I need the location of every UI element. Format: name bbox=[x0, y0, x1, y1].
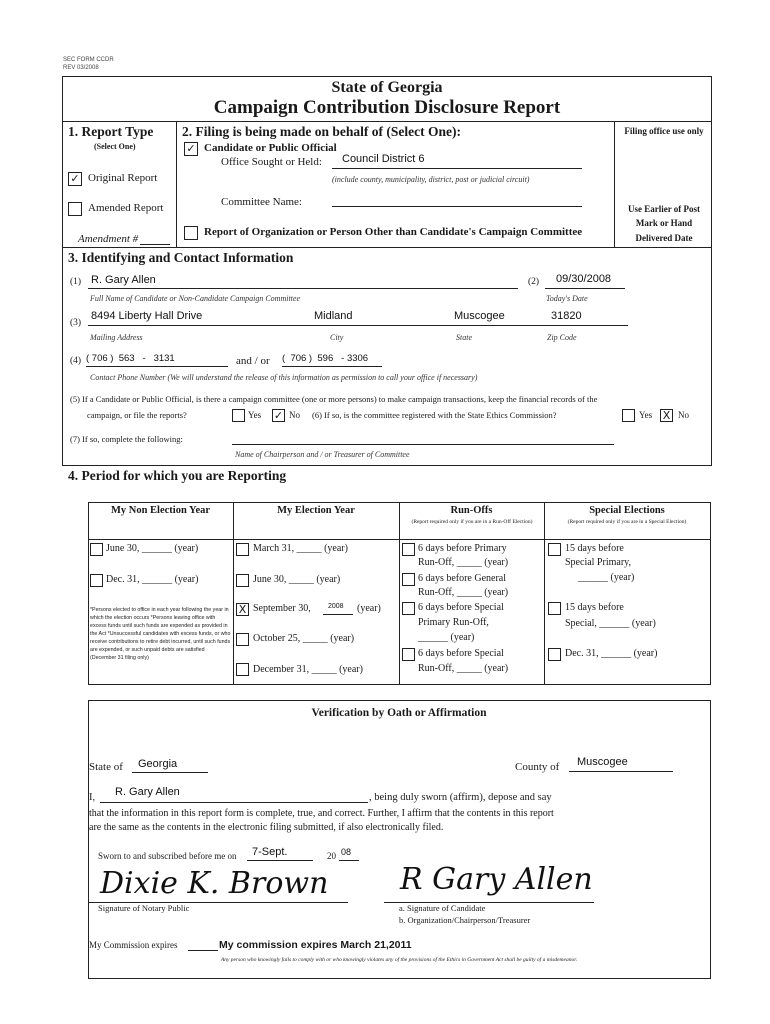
address-value[interactable]: 8494 Liberty Hall Drive bbox=[91, 310, 203, 322]
original-report-label: Original Report bbox=[88, 172, 158, 184]
nonelection-note: *Persons elected to office in each year following the year in which the election occurs *Persons leaving office with excess funds until such funds are expended as provided in the Act *Unsuccessful candidates with excess funds, or who receive contributions to retire debt incurred, until such funds are expended, or such unpaid debts are satisfied (December 31 filing only) bbox=[90, 607, 231, 661]
q5-no-checkbox[interactable]: ✓ bbox=[273, 409, 284, 422]
city-value[interactable]: Midland bbox=[314, 310, 353, 322]
special-election-checkbox[interactable] bbox=[548, 602, 561, 615]
item-1-number: (1) bbox=[70, 277, 82, 287]
subscribed-year-prefix: 20 bbox=[327, 851, 336, 861]
col-special-note: (Report required only if you are in a Special Election) bbox=[567, 519, 687, 525]
oath-sworn-text: , being duly sworn (affirm), depose and say bbox=[369, 792, 552, 803]
runoff-general-checkbox[interactable] bbox=[402, 573, 415, 586]
june30-election-label: June 30, _____ (year) bbox=[253, 574, 341, 585]
notary-signature-label: Signature of Notary Public bbox=[98, 903, 190, 913]
organization-checkbox[interactable] bbox=[184, 226, 198, 240]
question-5-text: (5) If a Candidate or Public Official, is there a campaign committee (one or more persons) to make campaign transactions, keep the financial records of the bbox=[70, 394, 598, 404]
march31-checkbox[interactable] bbox=[236, 543, 249, 556]
today-date-value[interactable]: 09/30/2008 bbox=[556, 273, 612, 285]
runoff-special-primary-label-3: ______ (year) bbox=[418, 632, 475, 643]
december31-election-checkbox[interactable] bbox=[236, 663, 249, 676]
special-dec31-checkbox[interactable] bbox=[548, 648, 561, 661]
subscribed-label: Sworn to and subscribed before me on bbox=[98, 851, 237, 861]
city-label: City bbox=[330, 333, 344, 342]
june30-election-checkbox[interactable] bbox=[236, 574, 249, 587]
postmark-line-3: Delivered Date bbox=[635, 233, 693, 243]
question-7-text: (7) If so, complete the following: bbox=[70, 434, 183, 444]
form-id: SEC FORM CCDR bbox=[63, 57, 114, 63]
full-name-label: Full Name of Candidate or Non-Candidate Campaign Committee bbox=[90, 294, 300, 303]
phone-2-value[interactable]: ( 706 ) 596 - 3306 bbox=[282, 353, 369, 364]
candidate-signature: R Gary Allen bbox=[400, 862, 593, 897]
identifying-heading: 3. Identifying and Contact Information bbox=[68, 250, 294, 265]
state-value[interactable]: Muscogee bbox=[454, 310, 505, 322]
december31-election-label: December 31, _____ (year) bbox=[253, 664, 363, 675]
amended-report-checkbox[interactable] bbox=[68, 202, 82, 216]
state-label: State bbox=[456, 333, 472, 342]
oath-line-2: that the information in this report form is complete, true, and correct. Further, I affirm that the contents in this report bbox=[89, 808, 554, 819]
phone-label: Contact Phone Number (We will understand the release of this information as permission to call your office if necessary) bbox=[90, 373, 478, 382]
october25-checkbox[interactable] bbox=[236, 633, 249, 646]
september30-checkbox[interactable]: X bbox=[236, 603, 249, 616]
runoff-primary-label-2: Run-Off, _____ (year) bbox=[418, 557, 509, 568]
oath-i-label: I, bbox=[89, 792, 96, 803]
candidate-checkbox[interactable]: ✓ bbox=[184, 142, 198, 156]
amendment-number-label: Amendment # bbox=[78, 233, 139, 245]
special-primary-label-3: ______ (year) bbox=[578, 572, 635, 583]
col-non-election: My Non Election Year bbox=[110, 505, 211, 516]
dec31-nonelection-checkbox[interactable] bbox=[90, 574, 103, 587]
runoff-special-label-1: 6 days before Special bbox=[418, 648, 504, 659]
col-runoffs: Run-Offs bbox=[450, 505, 493, 516]
oath-name-value[interactable]: R. Gary Allen bbox=[115, 786, 180, 798]
office-use-heading: Filing office use only bbox=[624, 126, 704, 136]
special-dec31-label: Dec. 31, ______ (year) bbox=[565, 648, 658, 659]
and-or-label: and / or bbox=[236, 355, 270, 367]
candidate-signature-label-a: a. Signature of Candidate bbox=[399, 903, 486, 913]
item-3-number: (3) bbox=[70, 318, 82, 328]
phone-1-value[interactable]: ( 706 ) 563 - 3131 bbox=[86, 353, 175, 364]
september30-year-suffix: (year) bbox=[357, 603, 381, 614]
q6-no-label: No bbox=[678, 410, 689, 420]
oath-state-value[interactable]: Georgia bbox=[138, 758, 178, 770]
amended-report-label: Amended Report bbox=[88, 202, 164, 214]
oath-line-3: are the same as the contents in the electronic filing submitted, if also electronically filed. bbox=[89, 822, 444, 833]
june30-nonelection-checkbox[interactable] bbox=[90, 543, 103, 556]
legal-footer: Any person who knowingly fails to comply with or who knowingly violates any of the provisions of the Ethics in Government Act shall be guilty of a misdemeanor. bbox=[220, 957, 578, 963]
september30-year-value[interactable]: 2008 bbox=[328, 603, 344, 610]
state-heading: State of Georgia bbox=[331, 79, 443, 96]
original-report-checkbox[interactable]: ✓ bbox=[68, 172, 82, 186]
committee-name-label: Committee Name: bbox=[221, 196, 302, 208]
runoff-special-primary-checkbox[interactable] bbox=[402, 602, 415, 615]
candidate-label: Candidate or Public Official bbox=[204, 142, 337, 154]
zip-value[interactable]: 31820 bbox=[551, 310, 582, 322]
verification-heading: Verification by Oath or Affirmation bbox=[311, 707, 487, 719]
postmark-line-2: Mark or Hand bbox=[635, 218, 693, 228]
runoff-general-label-1: 6 days before General bbox=[418, 573, 507, 584]
q6-no-checkbox[interactable]: X bbox=[660, 409, 673, 422]
dec31-nonelection-label: Dec. 31, ______ (year) bbox=[106, 574, 199, 585]
notary-signature: Dixie K. Brown bbox=[100, 866, 329, 901]
form-revision: REV 03/2008 bbox=[63, 65, 99, 71]
organization-label: Report of Organization or Person Other than Candidate's Campaign Committee bbox=[204, 226, 583, 238]
special-primary-label-2: Special Primary, bbox=[565, 557, 632, 568]
special-primary-checkbox[interactable] bbox=[548, 543, 561, 556]
oath-county-label: County of bbox=[515, 761, 560, 773]
september30-label: September 30, bbox=[253, 603, 311, 614]
commission-label: My Commission expires bbox=[89, 940, 178, 950]
october25-label: October 25, _____ (year) bbox=[253, 633, 355, 644]
q6-yes-checkbox[interactable] bbox=[622, 409, 635, 422]
runoff-primary-checkbox[interactable] bbox=[402, 543, 415, 556]
question-5-text-2: campaign, or file the reports? bbox=[87, 410, 187, 420]
q6-yes-label: Yes bbox=[639, 410, 653, 420]
office-label: Office Sought or Held: bbox=[221, 156, 322, 168]
march31-label: March 31, _____ (year) bbox=[253, 543, 348, 554]
col-special: Special Elections bbox=[589, 505, 665, 516]
report-type-subtitle: (Select One) bbox=[94, 142, 136, 151]
commission-value[interactable]: My commission expires March 21,2011 bbox=[219, 939, 412, 951]
col-runoffs-note: (Report required only if you are in a Run-Off Election) bbox=[411, 519, 533, 525]
office-value[interactable]: Council District 6 bbox=[342, 153, 425, 165]
page-title: Campaign Contribution Disclosure Report bbox=[213, 97, 561, 118]
address-label: Mailing Address bbox=[90, 333, 143, 342]
special-election-label-1: 15 days before bbox=[565, 602, 624, 613]
candidate-signature-label-b: b. Organization/Chairperson/Treasurer bbox=[399, 915, 531, 925]
today-date-label: Today's Date bbox=[546, 294, 588, 303]
office-hint: (include county, municipality, district, post or judicial circuit) bbox=[332, 175, 530, 184]
period-heading: 4. Period for which you are Reporting bbox=[68, 468, 287, 483]
special-election-label-2: Special, ______ (year) bbox=[565, 618, 656, 629]
oath-state-label: State of bbox=[89, 761, 123, 773]
runoff-special-primary-label-2: Primary Run-Off, bbox=[418, 617, 489, 628]
special-primary-label-1: 15 days before bbox=[565, 543, 624, 554]
runoff-special-label-2: Run-Off, _____ (year) bbox=[418, 663, 509, 674]
full-name-value[interactable]: R. Gary Allen bbox=[91, 274, 156, 286]
q5-no-label: No bbox=[289, 410, 300, 420]
runoff-general-label-2: Run-Off, _____ (year) bbox=[418, 587, 509, 598]
june30-nonelection-label: June 30, ______ (year) bbox=[106, 543, 199, 554]
subscribed-date-value[interactable]: 7-Sept. bbox=[252, 846, 288, 858]
subscribed-year-value[interactable]: 08 bbox=[341, 847, 352, 857]
filing-behalf-heading: 2. Filing is being made on behalf of (Select One): bbox=[182, 124, 461, 139]
report-type-heading: 1. Report Type bbox=[68, 124, 154, 139]
q5-yes-label: Yes bbox=[248, 410, 262, 420]
oath-county-value[interactable]: Muscogee bbox=[577, 756, 628, 768]
runoff-primary-label-1: 6 days before Primary bbox=[418, 543, 507, 554]
chairperson-label: Name of Chairperson and / or Treasurer of Committee bbox=[235, 450, 410, 459]
item-4-number: (4) bbox=[70, 356, 82, 366]
postmark-line-1: Use Earlier of Post bbox=[627, 204, 701, 214]
runoff-special-checkbox[interactable] bbox=[402, 648, 415, 661]
zip-label: Zip Code bbox=[547, 333, 577, 342]
q5-yes-checkbox[interactable] bbox=[232, 409, 245, 422]
runoff-special-primary-label-1: 6 days before Special bbox=[418, 602, 504, 613]
question-6-text: (6) If so, is the committee registered with the State Ethics Commission? bbox=[312, 410, 557, 420]
item-2-number: (2) bbox=[528, 277, 540, 287]
col-election: My Election Year bbox=[277, 505, 355, 516]
